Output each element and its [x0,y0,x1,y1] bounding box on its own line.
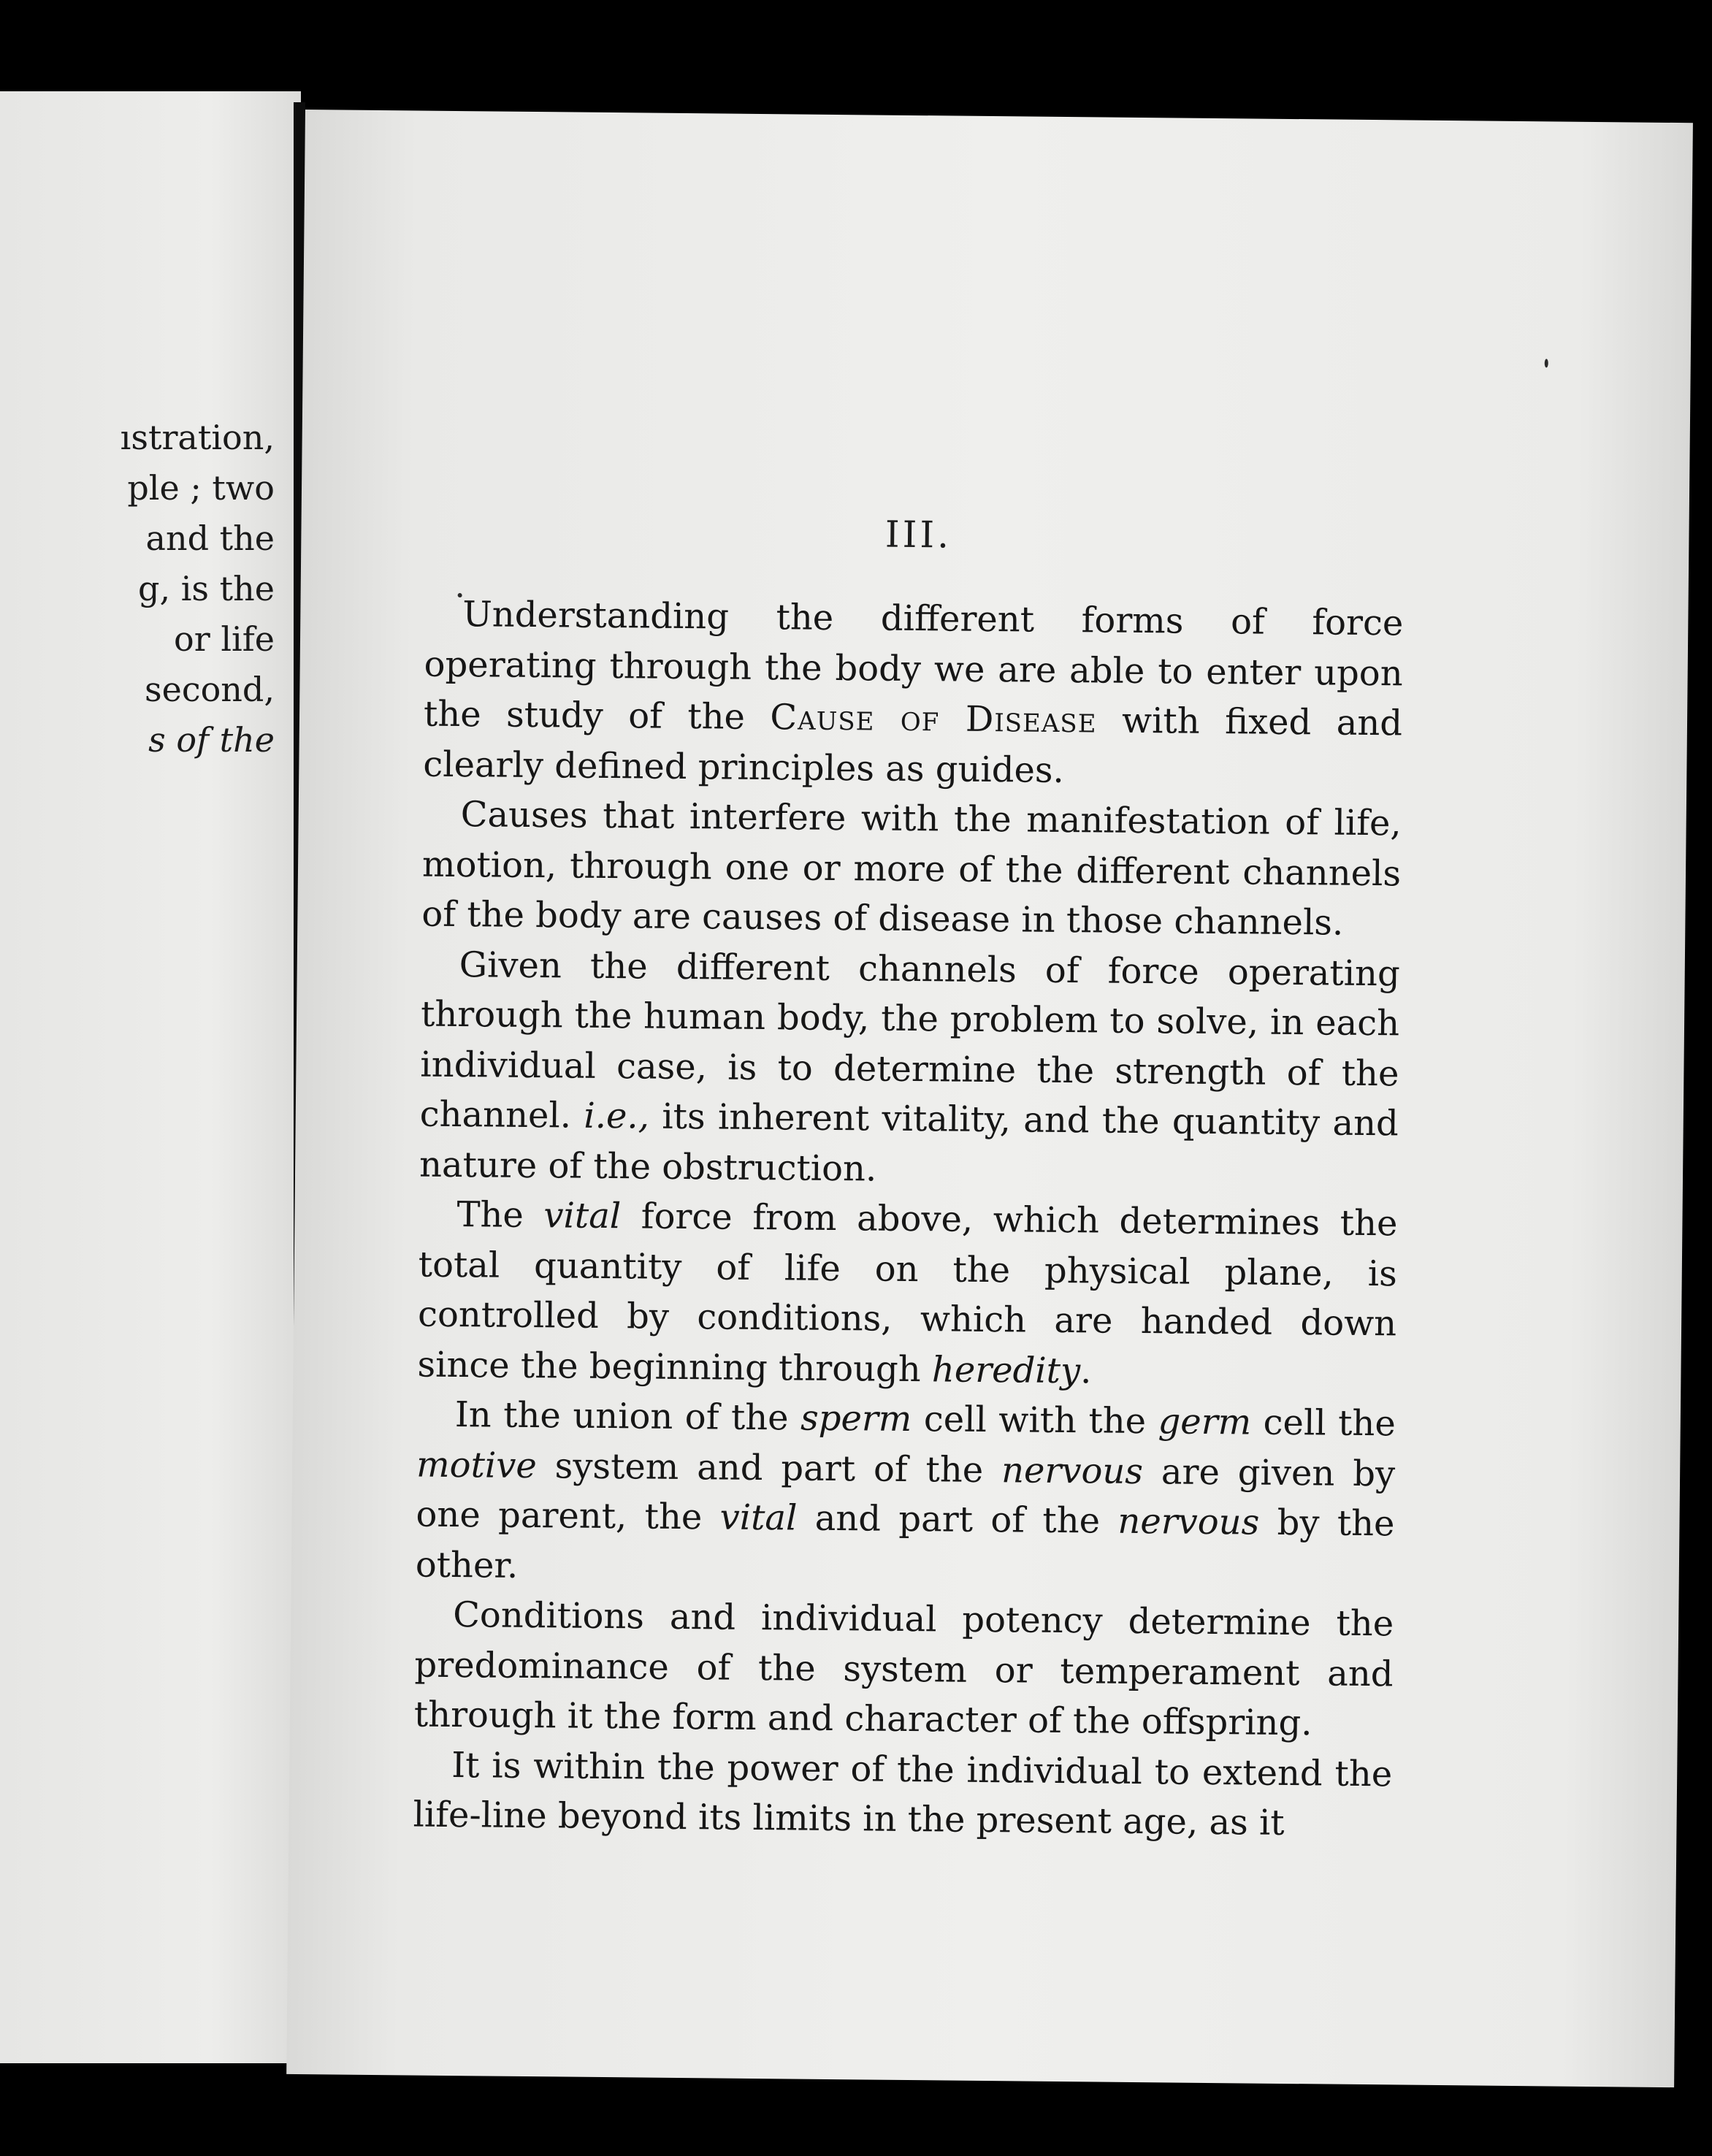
left-line: or life [174,619,275,659]
paragraph-1: Understanding the different forms of force operating through the body we are able to enter upon the study of the Cause of Disease with fixed and clearly defined principles as guides. [423,594,1404,791]
paragraph-7: It is within the power of the individual to extend the life-line beyond its limits in the present age, as it [413,1744,1393,1843]
right-page [286,110,1693,2087]
paragraph-4: The vital force from above, which determines the total quantity of life on the physical plane, is controlled by conditions, which are handed down since the beginning through heredity. [417,1194,1398,1391]
paragraph-2: Causes that interfere with the manifestation of life, motion, through one or more of the different channels of the body are causes of disease in those channels. [421,794,1402,944]
left-page [0,91,301,2063]
ink-speck [1545,359,1548,367]
left-line: ıstration, [120,418,275,457]
chapter-heading: III. [884,513,952,557]
left-page-text [0,413,275,765]
paragraph-6: Conditions and individual potency determine the predominance of the system or temperament and through it the form and character of the offspring. [413,1594,1394,1744]
paragraph-5: In the union of the sperm cell with the germ cell the motive system and part of the nervous are given by one parent, the vital and part of the nervous by the other. [415,1394,1396,1586]
cause-of-disease-smallcaps: Cause of Disease [770,697,1097,741]
paragraph-3: Given the different channels of force operating through the human body, the problem to solve, in each individual case, is to determine the strength of the channel. i.e., its inherent vitality, and the quantity and nature of the obstruction. [419,944,1400,1190]
body-text [413,589,1403,1849]
left-line: second, [145,670,275,709]
left-line: and the [145,519,275,558]
left-line: ple ; two [127,468,275,508]
left-line: g, is the [138,569,275,608]
left-line: s of the [148,720,275,760]
